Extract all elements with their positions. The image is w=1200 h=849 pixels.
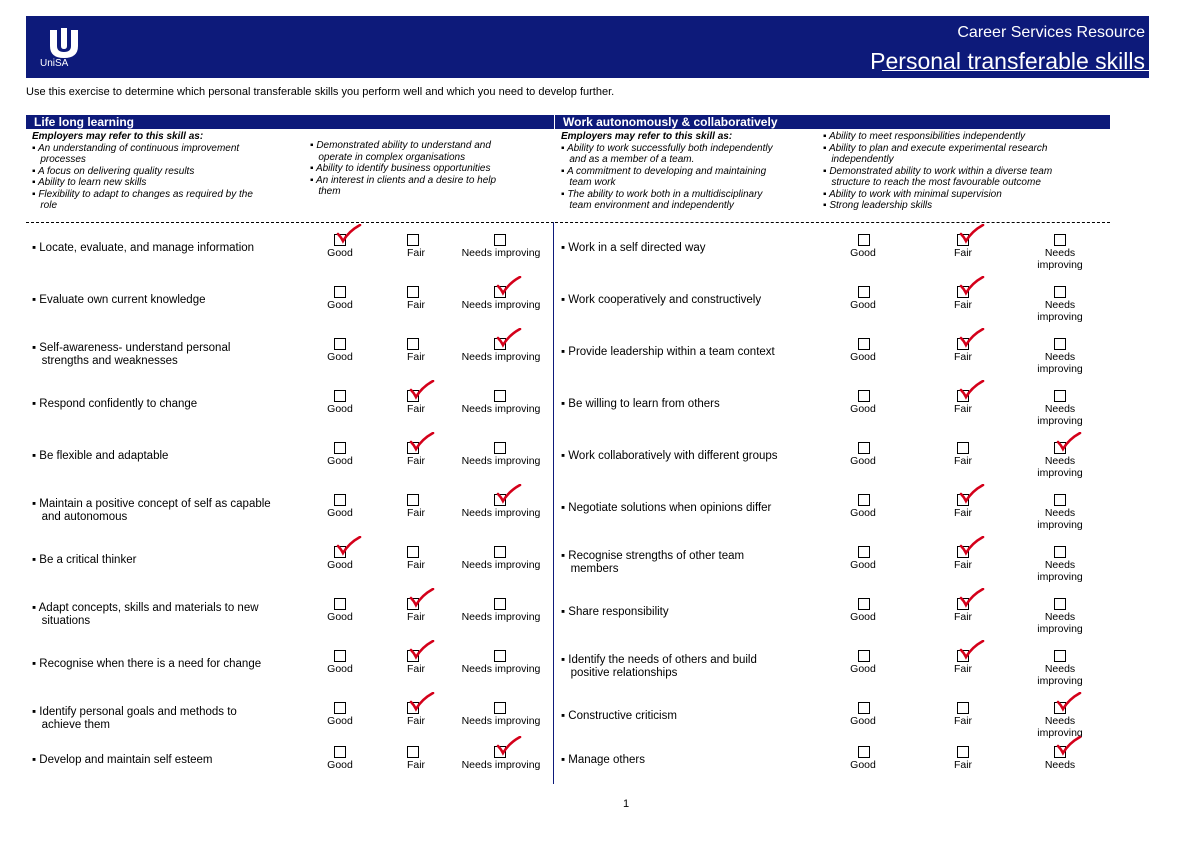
rating-label: Good bbox=[850, 759, 876, 771]
rating-label: Good bbox=[850, 611, 876, 623]
checkmark-icon bbox=[496, 328, 522, 348]
right-skill-label bbox=[561, 606, 816, 619]
rating-label: Good bbox=[327, 403, 353, 415]
checkmark-icon bbox=[496, 736, 522, 756]
rating-label: Needs bbox=[1044, 559, 1076, 571]
rating-checkbox[interactable] bbox=[957, 442, 969, 454]
rating-label: improving bbox=[1037, 571, 1083, 583]
right-skill-line: members bbox=[561, 563, 619, 575]
right-skill-line: positive relationships bbox=[561, 667, 678, 679]
rating-checkbox[interactable] bbox=[494, 650, 506, 662]
rating-label: Good bbox=[327, 351, 353, 363]
left-skill-line: ▪ Recognise when there is a need for change bbox=[32, 658, 262, 670]
left-skill-label bbox=[32, 242, 287, 255]
rating-label: Good bbox=[850, 247, 876, 259]
rating-checkbox[interactable] bbox=[858, 746, 870, 758]
left-skill-line: situations bbox=[32, 615, 91, 627]
rating-label: Fair bbox=[953, 715, 973, 727]
intro-text: Use this exercise to determine which personal transferable skills you perform well and which you need to develop further. bbox=[26, 86, 615, 98]
rating-label: Good bbox=[850, 351, 876, 363]
right-skill-label bbox=[561, 550, 816, 576]
rating-label: Fair bbox=[406, 403, 426, 415]
rating-checkbox[interactable] bbox=[858, 494, 870, 506]
left-refer-line: ▪ A focus on delivering quality results bbox=[32, 165, 195, 177]
rating-checkbox[interactable] bbox=[1054, 650, 1066, 662]
rating-checkbox[interactable] bbox=[957, 702, 969, 714]
rating-label: Good bbox=[327, 299, 353, 311]
left-refer-col1 bbox=[32, 131, 302, 212]
left-skill-label bbox=[32, 398, 287, 411]
left-skill-line: ▪ Locate, evaluate, and manage information bbox=[32, 242, 255, 254]
left-refer-line: processes bbox=[32, 154, 86, 165]
right-refer-col1 bbox=[561, 131, 816, 212]
rating-label: Needs improving bbox=[461, 759, 541, 771]
checkmark-icon bbox=[959, 224, 985, 244]
checkmark-icon bbox=[959, 328, 985, 348]
checkmark-icon bbox=[336, 224, 362, 244]
rating-checkbox[interactable] bbox=[494, 598, 506, 610]
right-skill-line: ▪ Identify the needs of others and build bbox=[561, 654, 757, 666]
rating-checkbox[interactable] bbox=[334, 338, 346, 350]
checkmark-icon bbox=[959, 484, 985, 504]
rating-label: Fair bbox=[406, 455, 426, 467]
rating-label: Fair bbox=[953, 299, 973, 311]
rating-checkbox[interactable] bbox=[1054, 598, 1066, 610]
rating-label: improving bbox=[1037, 519, 1083, 531]
rating-label: Good bbox=[850, 455, 876, 467]
rating-label: Fair bbox=[406, 611, 426, 623]
rating-label: Fair bbox=[406, 507, 426, 519]
rating-label: Needs bbox=[1044, 299, 1076, 311]
right-refer-line: ▪ Ability to work successfully both independently bbox=[561, 142, 773, 154]
rating-label: Fair bbox=[953, 247, 973, 259]
rating-label: improving bbox=[1037, 259, 1083, 271]
checkmark-icon bbox=[409, 692, 435, 712]
rating-checkbox[interactable] bbox=[858, 598, 870, 610]
rating-checkbox[interactable] bbox=[334, 598, 346, 610]
rating-checkbox[interactable] bbox=[334, 650, 346, 662]
rating-checkbox[interactable] bbox=[858, 442, 870, 454]
rating-checkbox[interactable] bbox=[334, 390, 346, 402]
rating-checkbox[interactable] bbox=[858, 650, 870, 662]
left-skill-line: ▪ Respond confidently to change bbox=[32, 398, 198, 410]
left-skill-line: achieve them bbox=[32, 719, 110, 731]
rating-label: Good bbox=[850, 559, 876, 571]
rating-label: Good bbox=[327, 663, 353, 675]
rating-checkbox[interactable] bbox=[494, 442, 506, 454]
page-number: 1 bbox=[623, 798, 630, 810]
checkmark-icon bbox=[959, 640, 985, 660]
left-skill-line: ▪ Be flexible and adaptable bbox=[32, 450, 169, 462]
left-refer-col2 bbox=[310, 140, 550, 198]
rating-label: Needs improving bbox=[461, 403, 541, 415]
left-refer-line: them bbox=[310, 186, 341, 197]
left-skill-line: ▪ Identify personal goals and methods to bbox=[32, 706, 237, 718]
right-refer-label: Employers may refer to this skill as: bbox=[561, 131, 733, 142]
rating-label: Good bbox=[327, 247, 353, 259]
right-skill-line: ▪ Provide leadership within a team context bbox=[561, 346, 775, 358]
rating-label: Fair bbox=[953, 663, 973, 675]
logo-text: UniSA bbox=[40, 58, 69, 69]
header-banner bbox=[26, 16, 1149, 78]
left-skill-line: ▪ Evaluate own current knowledge bbox=[32, 294, 206, 306]
rating-label: Fair bbox=[953, 403, 973, 415]
left-skill-label bbox=[32, 658, 287, 671]
rating-checkbox[interactable] bbox=[407, 286, 419, 298]
rating-label: Needs improving bbox=[461, 663, 541, 675]
rating-label: Fair bbox=[953, 759, 973, 771]
right-skill-line: ▪ Constructive criticism bbox=[561, 710, 677, 722]
left-refer-line: ▪ An interest in clients and a desire to help bbox=[310, 174, 497, 186]
right-skill-label bbox=[561, 654, 816, 680]
rating-label: Good bbox=[850, 663, 876, 675]
left-refer-line: ▪ Ability to learn new skills bbox=[32, 177, 147, 188]
right-skill-label bbox=[561, 710, 816, 723]
left-skill-line: ▪ Be a critical thinker bbox=[32, 554, 137, 566]
rating-label: Fair bbox=[406, 351, 426, 363]
rating-label: Fair bbox=[953, 507, 973, 519]
right-skill-label bbox=[561, 242, 816, 255]
left-skill-label bbox=[32, 754, 287, 767]
rating-label: Needs bbox=[1044, 455, 1076, 467]
right-skill-label bbox=[561, 346, 816, 359]
section-heading-left: Life long learning bbox=[26, 115, 554, 129]
rating-checkbox[interactable] bbox=[1054, 286, 1066, 298]
rating-checkbox[interactable] bbox=[334, 702, 346, 714]
rating-label: Fair bbox=[953, 611, 973, 623]
right-refer-line: independently bbox=[823, 154, 894, 165]
right-skill-line: ▪ Recognise strengths of other team bbox=[561, 550, 745, 562]
checkmark-icon bbox=[959, 536, 985, 556]
right-refer-line: structure to reach the most favourable outcome bbox=[823, 177, 1041, 188]
right-refer-line: ▪ Ability to meet responsibilities independently bbox=[823, 131, 1026, 142]
right-skill-line: ▪ Work in a self directed way bbox=[561, 242, 706, 254]
right-refer-line: and as a member of a team. bbox=[561, 154, 695, 165]
right-skill-line: ▪ Be willing to learn from others bbox=[561, 398, 720, 410]
left-refer-line: operate in complex organisations bbox=[310, 151, 466, 163]
right-skill-label bbox=[561, 450, 816, 463]
checkmark-icon bbox=[409, 380, 435, 400]
checkmark-icon bbox=[409, 432, 435, 452]
rating-checkbox[interactable] bbox=[407, 338, 419, 350]
divider-right bbox=[555, 222, 1110, 223]
checkmark-icon bbox=[1056, 692, 1082, 712]
rating-label: improving bbox=[1037, 467, 1083, 479]
right-skill-label bbox=[561, 398, 816, 411]
rating-checkbox[interactable] bbox=[334, 442, 346, 454]
rating-checkbox[interactable] bbox=[407, 546, 419, 558]
divider-left bbox=[26, 222, 554, 223]
rating-label: Needs improving bbox=[461, 247, 541, 259]
rating-label: improving bbox=[1037, 363, 1083, 375]
checkmark-icon bbox=[959, 380, 985, 400]
rating-label: Good bbox=[850, 403, 876, 415]
rating-label: Needs bbox=[1044, 351, 1076, 363]
left-skill-line: strengths and weaknesses bbox=[32, 355, 178, 367]
left-skill-line: and autonomous bbox=[32, 511, 128, 523]
rating-label: Needs improving bbox=[461, 507, 541, 519]
rating-label: Needs improving bbox=[461, 611, 541, 623]
rating-label: improving bbox=[1037, 311, 1083, 323]
left-refer-label: Employers may refer to this skill as: bbox=[32, 131, 204, 142]
rating-label: Good bbox=[327, 507, 353, 519]
checkmark-icon bbox=[496, 484, 522, 504]
rating-checkbox[interactable] bbox=[334, 286, 346, 298]
rating-checkbox[interactable] bbox=[1054, 390, 1066, 402]
rating-label: Good bbox=[850, 299, 876, 311]
left-skill-line: ▪ Maintain a positive concept of self as capable bbox=[32, 498, 271, 510]
right-refer-line: team environment and independently bbox=[561, 200, 734, 211]
rating-label: Needs bbox=[1044, 247, 1076, 259]
rating-checkbox[interactable] bbox=[957, 746, 969, 758]
page-title: Personal transferable skills bbox=[870, 48, 1145, 74]
rating-label: Good bbox=[850, 507, 876, 519]
right-skill-line: ▪ Negotiate solutions when opinions differ bbox=[561, 502, 772, 514]
rating-label: Fair bbox=[406, 759, 426, 771]
left-skill-line: ▪ Develop and maintain self esteem bbox=[32, 754, 213, 766]
right-skill-label bbox=[561, 294, 816, 307]
rating-label: Fair bbox=[953, 559, 973, 571]
rating-checkbox[interactable] bbox=[858, 338, 870, 350]
section-heading-right: Work autonomously & collaboratively bbox=[555, 115, 1110, 129]
rating-label: Good bbox=[327, 455, 353, 467]
rating-label: Fair bbox=[406, 299, 426, 311]
rating-checkbox[interactable] bbox=[1054, 234, 1066, 246]
rating-label: Needs improving bbox=[461, 299, 541, 311]
checkmark-icon bbox=[959, 588, 985, 608]
rating-checkbox[interactable] bbox=[334, 494, 346, 506]
rating-label: improving bbox=[1037, 415, 1083, 427]
rating-checkbox[interactable] bbox=[494, 234, 506, 246]
rating-checkbox[interactable] bbox=[407, 234, 419, 246]
rating-label: Good bbox=[327, 759, 353, 771]
right-skill-label bbox=[561, 502, 816, 515]
banner-title: Career Services Resource bbox=[957, 24, 1145, 41]
rating-checkbox[interactable] bbox=[1054, 494, 1066, 506]
left-refer-line: ▪ Ability to identify business opportunities bbox=[310, 163, 491, 174]
checkmark-icon bbox=[1056, 736, 1082, 756]
right-refer-line: ▪ Ability to work with minimal supervision bbox=[823, 188, 1002, 200]
rating-checkbox[interactable] bbox=[858, 546, 870, 558]
column-divider bbox=[553, 222, 554, 784]
right-refer-line: ▪ Demonstrated ability to work within a diverse team bbox=[823, 165, 1053, 177]
right-skill-line: ▪ Manage others bbox=[561, 754, 645, 766]
rating-label: Needs improving bbox=[461, 455, 541, 467]
checkmark-icon bbox=[1056, 432, 1082, 452]
rating-label: Good bbox=[850, 715, 876, 727]
rating-label: Needs improving bbox=[461, 559, 541, 571]
rating-checkbox[interactable] bbox=[858, 390, 870, 402]
rating-checkbox[interactable] bbox=[858, 286, 870, 298]
checkmark-icon bbox=[496, 276, 522, 296]
right-refer-line: ▪ A commitment to developing and maintaining bbox=[561, 165, 767, 177]
rating-label: Needs bbox=[1044, 663, 1076, 675]
left-refer-line: role bbox=[32, 200, 58, 211]
rating-label: Fair bbox=[406, 559, 426, 571]
checkmark-icon bbox=[409, 588, 435, 608]
right-refer-line: team work bbox=[561, 177, 616, 188]
rating-label: Needs bbox=[1044, 403, 1076, 415]
left-skill-label bbox=[32, 342, 287, 368]
rating-checkbox[interactable] bbox=[494, 702, 506, 714]
rating-label: improving bbox=[1037, 727, 1083, 739]
rating-label: Fair bbox=[406, 663, 426, 675]
rating-checkbox[interactable] bbox=[1054, 546, 1066, 558]
rating-checkbox[interactable] bbox=[334, 746, 346, 758]
rating-label: Fair bbox=[953, 351, 973, 363]
left-skill-label bbox=[32, 450, 287, 463]
right-skill-line: ▪ Work cooperatively and constructively bbox=[561, 294, 762, 306]
right-refer-line: ▪ The ability to work both in a multidisciplinary bbox=[561, 188, 763, 200]
rating-checkbox[interactable] bbox=[407, 494, 419, 506]
right-skill-label bbox=[561, 754, 816, 767]
left-skill-label bbox=[32, 294, 287, 307]
rating-label: improving bbox=[1037, 623, 1083, 635]
left-skill-line: ▪ Adapt concepts, skills and materials to new bbox=[32, 602, 259, 614]
checkmark-icon bbox=[409, 640, 435, 660]
checkmark-icon bbox=[959, 276, 985, 296]
rating-label: Needs bbox=[1044, 507, 1076, 519]
rating-label: Good bbox=[327, 611, 353, 623]
rating-label: Needs improving bbox=[461, 715, 541, 727]
rating-label: Fair bbox=[406, 247, 426, 259]
left-refer-line: ▪ Flexibility to adapt to changes as required by the bbox=[32, 188, 253, 200]
left-refer-line: ▪ Demonstrated ability to understand and bbox=[310, 140, 491, 151]
rating-checkbox[interactable] bbox=[858, 234, 870, 246]
rating-label: Needs bbox=[1044, 759, 1076, 771]
rating-checkbox[interactable] bbox=[1054, 338, 1066, 350]
checkmark-icon bbox=[336, 536, 362, 556]
rating-label: Needs bbox=[1044, 715, 1076, 727]
rating-checkbox[interactable] bbox=[494, 390, 506, 402]
left-skill-label bbox=[32, 602, 287, 628]
rating-label: improving bbox=[1037, 675, 1083, 687]
rating-label: Fair bbox=[953, 455, 973, 467]
rating-label: Good bbox=[327, 715, 353, 727]
rating-label: Fair bbox=[406, 715, 426, 727]
right-refer-col2 bbox=[823, 131, 1103, 212]
rating-label: Needs improving bbox=[461, 351, 541, 363]
rating-checkbox[interactable] bbox=[407, 746, 419, 758]
right-skill-line: ▪ Work collaboratively with different groups bbox=[561, 450, 778, 462]
right-refer-line: ▪ Strong leadership skills bbox=[823, 200, 933, 211]
rating-label: Needs bbox=[1044, 611, 1076, 623]
rating-checkbox[interactable] bbox=[858, 702, 870, 714]
left-skill-line: ▪ Self-awareness- understand personal bbox=[32, 342, 231, 354]
left-skill-label bbox=[32, 706, 287, 732]
rating-label: Good bbox=[327, 559, 353, 571]
rating-checkbox[interactable] bbox=[494, 546, 506, 558]
left-refer-line: ▪ An understanding of continuous improvement bbox=[32, 142, 240, 154]
right-refer-line: ▪ Ability to plan and execute experimental research bbox=[823, 142, 1048, 154]
right-skill-line: ▪ Share responsibility bbox=[561, 606, 669, 618]
left-skill-label bbox=[32, 554, 287, 567]
left-skill-label bbox=[32, 498, 287, 524]
